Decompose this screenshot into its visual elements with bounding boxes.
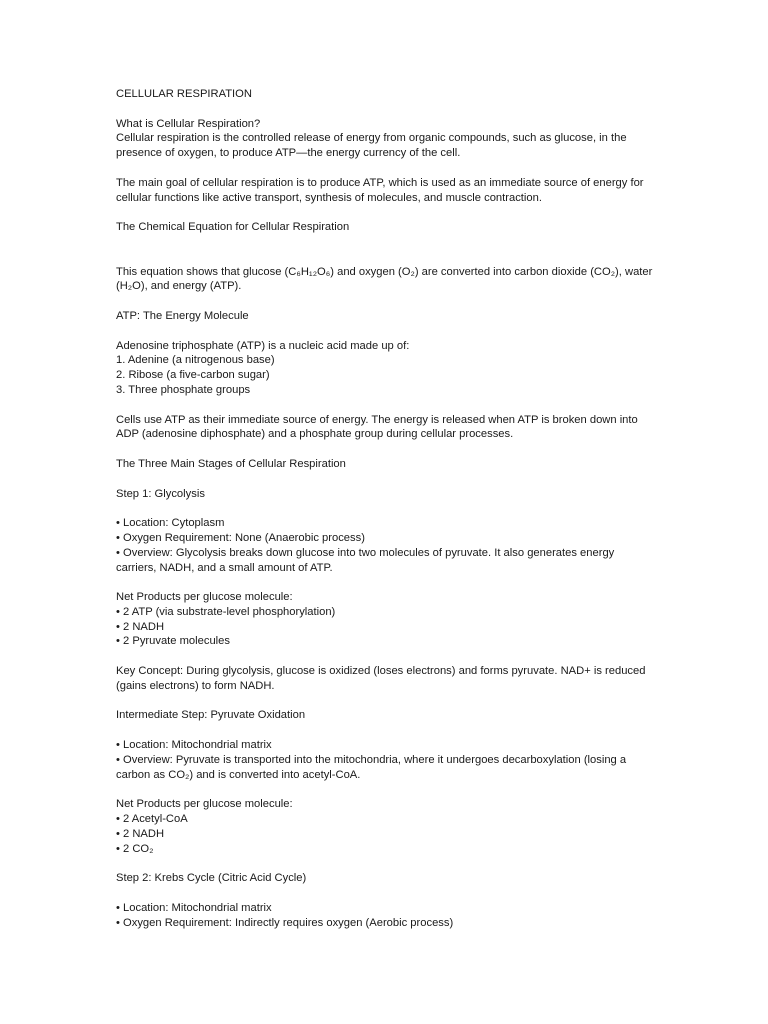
list-pyruvate-details: • Location: Mitochondrial matrix • Overview: Pyruvate is transported into the mitochondria, where it undergoes decarboxylation (losing a carbon as CO₂) and is converted into acetyl-CoA. (116, 739, 627, 781)
section-what-is: What is Cellular Respiration? Cellular respiration is the controlled release of energy from organic compounds, such as glucose, in the presence of oxygen, to produce ATP—the energy currency of the cell. (116, 117, 627, 160)
heading-glycolysis: Step 1: Glycolysis (116, 487, 205, 500)
heading-krebs-cycle: Step 2: Krebs Cycle (Citric Acid Cycle) (116, 872, 307, 885)
paragraph-atp-composition: Adenosine triphosphate (ATP) is a nucleic acid made up of: 1. Adenine (a nitrogenous base) 2. Ribose (a five-carbon sugar) 3. Three phosphate groups (116, 339, 410, 396)
heading-three-stages: The Three Main Stages of Cellular Respiration (116, 457, 346, 470)
document-title: CELLULAR RESPIRATION (116, 88, 252, 100)
document-body (116, 87, 656, 945)
paragraph-equation-explained: This equation shows that glucose (C₆H₁₂O₆) and oxygen (O₂) are converted into carbon dioxide (CO₂), water (H₂O), and energy (ATP). (116, 265, 656, 293)
list-krebs-details: • Location: Mitochondrial matrix • Oxygen Requirement: Indirectly requires oxygen (Aerobic process) (116, 901, 454, 929)
list-glycolysis-details: • Location: Cytoplasm • Oxygen Requirement: None (Anaerobic process) • Overview: Glycolysis breaks down glucose into two molecules of pyruvate. It also generates energy carriers, NADH, and a small amount of ATP. (116, 517, 615, 574)
heading-pyruvate-oxidation: Intermediate Step: Pyruvate Oxidation (116, 709, 306, 722)
paragraph-main-goal: The main goal of cellular respiration is to produce ATP, which is used as an immediate source of energy for cellular functions like active transport, synthesis of molecules, and muscle contraction. (116, 176, 647, 204)
heading-atp: ATP: The Energy Molecule (116, 309, 249, 322)
list-glycolysis-products: Net Products per glucose molecule: • 2 ATP (via substrate-level phosphorylation) • 2 NADH • 2 Pyruvate molecules (116, 591, 336, 648)
heading-chemical-equation: The Chemical Equation for Cellular Respiration (116, 221, 350, 234)
list-pyruvate-products: Net Products per glucose molecule: • 2 Acetyl-CoA • 2 NADH • 2 CO₂ (116, 798, 293, 855)
paragraph-key-concept: Key Concept: During glycolysis, glucose is oxidized (loses electrons) and forms pyruvate. NAD+ is reduced (gains electrons) to form NADH. (116, 665, 649, 692)
paragraph-atp-energy: Cells use ATP as their immediate source of energy. The energy is released when ATP is broken down into ADP (adenosine diphosphate) and a phosphate group during cellular processes. (116, 413, 641, 441)
